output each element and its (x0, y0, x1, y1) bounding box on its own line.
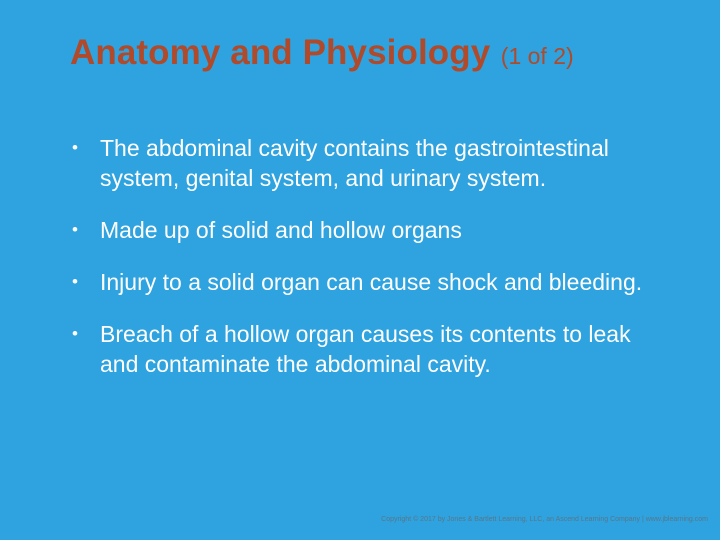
bullet-item (72, 133, 672, 193)
bullet-list (72, 133, 672, 401)
bullet-text: Breach of a hollow organ causes its contents to leak and contaminate the abdominal cavity. (100, 321, 631, 377)
bullet-item (72, 267, 672, 297)
bullet-marker: • (72, 324, 78, 343)
bullet-marker: • (72, 272, 78, 291)
bullet-text: Injury to a solid organ can cause shock and bleeding. (100, 269, 643, 295)
bullet-text: The abdominal cavity contains the gastrointestinal system, genital system, and urinary system. (100, 135, 609, 191)
bullet-marker: • (72, 138, 78, 157)
slide-title-suffix: (1 of 2) (500, 43, 574, 69)
copyright-footer: Copyright © 2017 by Jones & Bartlett Learning, LLC, an Ascend Learning Company | www.jblearning.com (381, 516, 708, 523)
bullet-item (72, 319, 672, 379)
bullet-text: Made up of solid and hollow organs (100, 217, 462, 243)
slide-title-text: Anatomy and Physiology (70, 33, 491, 72)
bullet-marker: • (72, 220, 78, 239)
slide-title (70, 33, 690, 73)
bullet-item (72, 215, 672, 245)
